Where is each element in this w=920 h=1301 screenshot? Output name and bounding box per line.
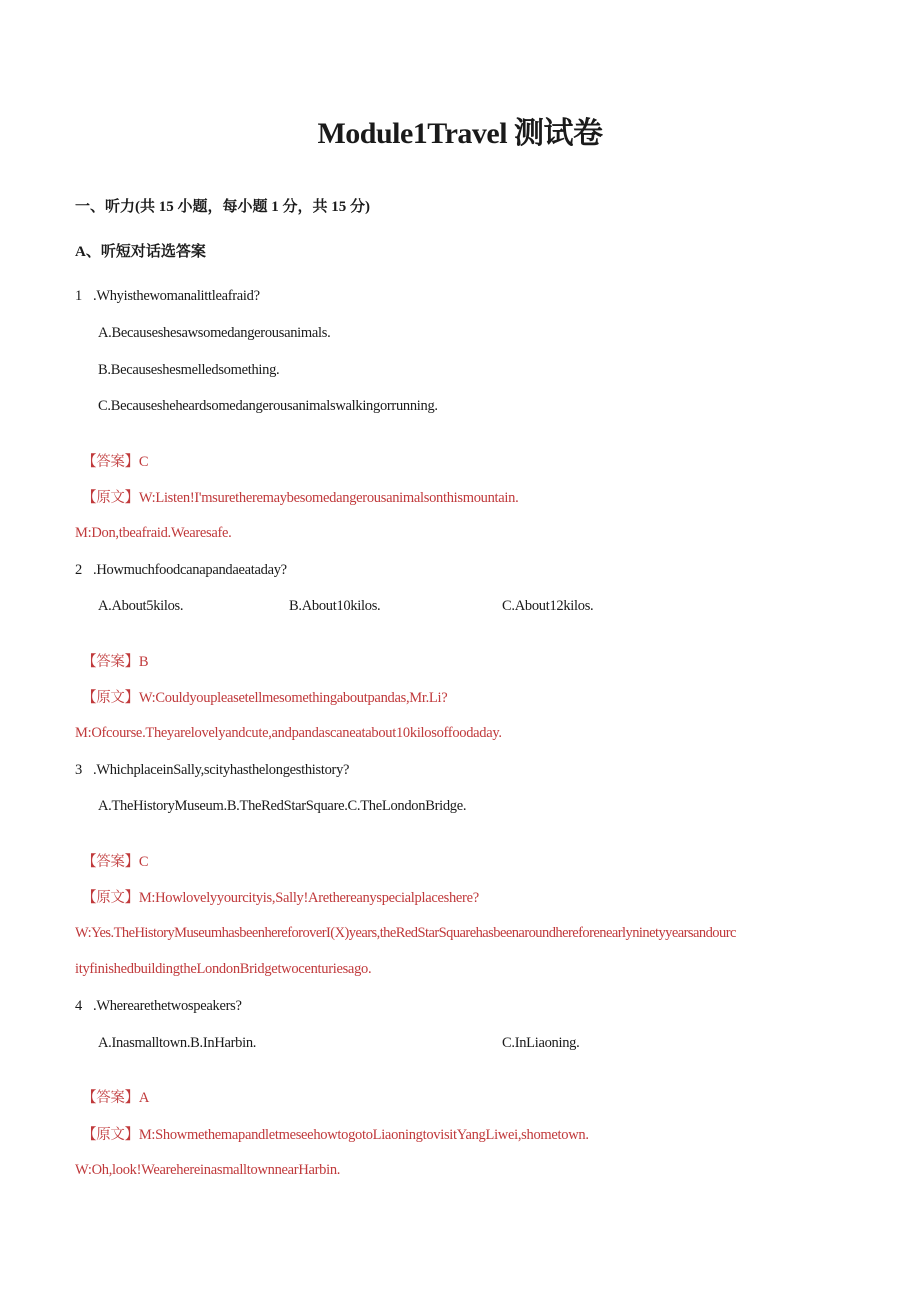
question-number: 4 [75, 998, 82, 1014]
answer-line [82, 650, 148, 671]
answer-line [82, 850, 148, 871]
option-c: C.Becausesheheardsomedangerousanimalswalkingorrunning. [98, 398, 438, 414]
script-label: 【原文】 [82, 890, 139, 906]
script-text: W:Yes.TheHistoryMuseumhasbeenhereforoverI(X)years,theRedStarSquarehasbeenaroundhereforenearlyninetyyearsandourc [75, 925, 736, 941]
option-b: B.Becauseshesmelledsomething. [98, 362, 280, 378]
answer-label: 【答案】 [82, 1090, 139, 1106]
question-text: .Wherearethetwospeakers? [93, 998, 242, 1014]
question-text: .WhichplaceinSally,scityhasthelongesthistory? [93, 762, 350, 778]
script-text: W:Listen!I'msuretheremaybesomedangerousanimalsonthismountain. [138, 490, 519, 506]
subsection-heading: A、听短对话选答案 [75, 244, 206, 260]
script-label: 【原文】 [82, 490, 139, 506]
script-line [82, 686, 447, 707]
answer-line [82, 450, 148, 471]
script-text: ityfinishedbuildingtheLondonBridgetwocenturiesago. [75, 961, 372, 977]
script-text: M:Don,tbeafraid.Wearesafe. [75, 525, 232, 541]
answer-value: B [138, 654, 149, 670]
script-text: M:Howlovelyyourcityis,Sally!Arethereanyspecialplaceshere? [138, 890, 479, 906]
option-b: B.About10kilos. [289, 598, 381, 614]
answer-label: 【答案】 [82, 654, 139, 670]
answer-line [82, 1086, 149, 1107]
script-line [82, 486, 518, 507]
answer-value: C [138, 454, 149, 470]
question-number: 3 [75, 762, 82, 778]
script-text: M:ShowmethemapandletmeseehowtogotoLiaoningtovisitYangLiwei,shometown. [138, 1127, 589, 1143]
question-text: .Howmuchfoodcanapandaeataday? [93, 562, 287, 578]
option-ab: A.Inasmalltown.B.InHarbin. [98, 1035, 257, 1051]
script-text: M:Ofcourse.Theyarelovelyandcute,andpandascaneatabout10kilosoffoodaday. [75, 725, 502, 741]
script-text: W:Couldyoupleasetellmesomethingaboutpandas,Mr.Li? [138, 690, 448, 706]
script-label: 【原文】 [82, 1127, 139, 1143]
option-a: A.Becauseshesawsomedangerousanimals. [98, 325, 331, 341]
script-line [82, 1123, 589, 1144]
option-line: A.TheHistoryMuseum.B.TheRedStarSquare.C.TheLondonBridge. [98, 798, 467, 814]
section-heading: 一、听力(共 15 小题，每小题 1 分，共 15 分) [75, 199, 370, 215]
script-label: 【原文】 [82, 690, 139, 706]
question-number: 1 [75, 288, 82, 304]
script-text: W:Oh,look!WearehereinasmalltownnearHarbin. [75, 1162, 341, 1178]
script-line [82, 886, 479, 907]
option-c: C.About12kilos. [502, 598, 594, 614]
question-number: 2 [75, 562, 82, 578]
page-title: Module1Travel 测试卷 [317, 117, 603, 150]
answer-value: C [138, 854, 149, 870]
answer-label: 【答案】 [82, 854, 139, 870]
option-c: C.InLiaoning. [502, 1035, 580, 1051]
answer-label: 【答案】 [82, 454, 139, 470]
answer-value: A [138, 1090, 149, 1106]
option-a: A.About5kilos. [98, 598, 184, 614]
question-text: .Whyisthewomanalittleafraid? [93, 288, 260, 304]
